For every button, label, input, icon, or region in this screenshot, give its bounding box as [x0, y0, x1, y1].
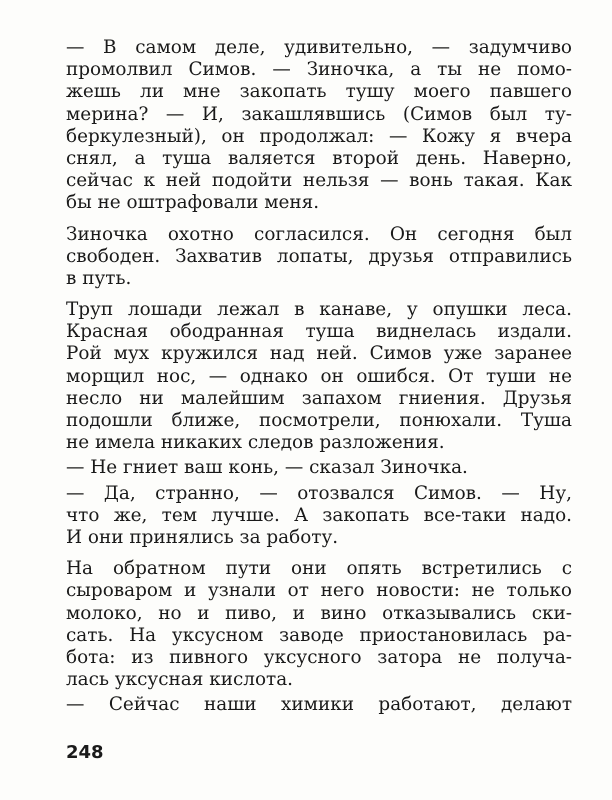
text-line: снял, а туша валяется второй день. Наверно,	[66, 147, 572, 169]
text-line: что же, тем лучше. А закопать все-таки надо.	[66, 504, 572, 526]
text-line: — Да, странно, — отозвался Симов. — Ну,	[66, 482, 572, 504]
text-line: сать. На уксусном заводе приостановилась ра-	[66, 624, 572, 646]
text-line: И они принялись за работу.	[66, 526, 339, 548]
text-line: бота: из пивного уксусного затора не получа-	[66, 646, 572, 668]
text-line: молоко, но и пиво, и вино отказывались ски-	[66, 602, 572, 624]
text-line: Рой мух кружился над ней. Симов уже заранее	[66, 343, 572, 365]
text-line: несло ни малейшим запахом гниения. Друзья	[66, 387, 572, 409]
text-line: Красная ободранная туша виднелась издали.	[66, 321, 572, 343]
page-number: 248	[66, 742, 104, 763]
text-line: сейчас к ней подойти нельзя — вонь такая. Как	[66, 170, 572, 192]
text-line: — Не гниет ваш конь, — сказал Зиночка.	[66, 457, 468, 479]
text-line: подошли ближе, посмотрели, понюхали. Туша	[66, 410, 572, 431]
text-line: промолвил Симов. — Зиночка, а ты не помо-	[66, 59, 572, 81]
text-line: в путь.	[66, 267, 132, 289]
text-line: не имела никаких следов разложения.	[66, 432, 445, 454]
paragraph	[66, 558, 572, 691]
text-line: беркулезный), он продолжал: — Кожу я вчера	[66, 125, 572, 147]
paragraph	[66, 457, 572, 479]
text-line: лась уксусная кислота.	[66, 669, 294, 691]
text-line: бы не оштрафовали меня.	[66, 192, 320, 214]
text-line: — Сейчас наши химики работают, делают	[66, 694, 572, 716]
text-line: жешь ли мне закопать тушу моего павшего	[66, 81, 572, 103]
text-line: сыроваром и узнали от него новости: не только	[66, 580, 572, 602]
page-body-text	[66, 37, 572, 716]
text-line: На обратном пути они опять встретились с	[66, 558, 572, 580]
text-line: — В самом деле, удивительно, — задумчиво	[66, 37, 572, 58]
text-line: морщил нос, — однако он ошибся. От туши не	[66, 365, 572, 387]
text-line: Зиночка охотно согласился. Он сегодня был	[66, 223, 572, 245]
text-line: свободен. Захватив лопаты, друзья отправились	[66, 245, 572, 267]
paragraph	[66, 37, 572, 215]
paragraph	[66, 299, 572, 454]
paragraph	[66, 483, 572, 550]
text-line: Труп лошади лежал в канаве, у опушки леса.	[66, 299, 572, 321]
paragraph	[66, 224, 572, 291]
paragraph	[66, 694, 572, 716]
text-line: мерина? — И, закашлявшись (Симов был ту-	[66, 103, 572, 125]
